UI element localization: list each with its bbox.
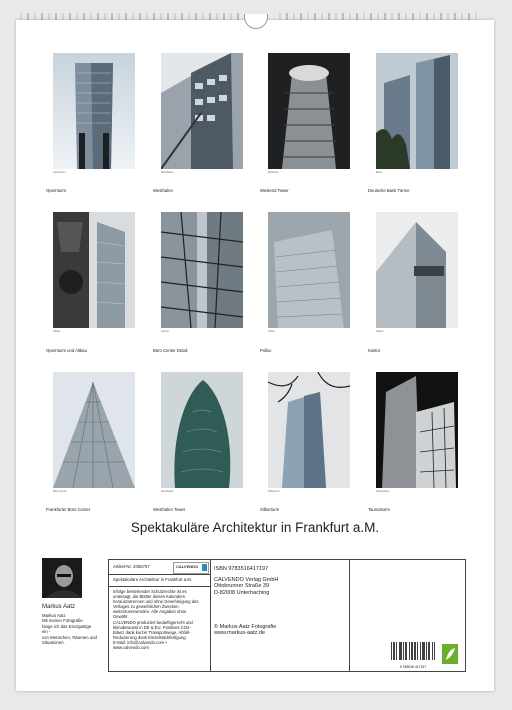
- isbn: ISBN 9783516417197: [214, 566, 269, 572]
- publisher-line: D-82008 Unterhaching: [214, 589, 270, 596]
- calvendo-logo: [173, 562, 209, 574]
- calendar-title: Spektakuläre Architektur in Frankfurt a.M.: [130, 520, 380, 535]
- barcode-bar: [391, 642, 392, 660]
- photo-caption: Opernturm und Altbau: [46, 348, 87, 353]
- photo-caption: Pollux: [260, 348, 272, 353]
- photo-thumbnail[interactable]: [53, 53, 135, 169]
- photo-credit: Büro Center: [53, 490, 67, 493]
- barcode-digits: 9 783516 417197: [399, 665, 427, 669]
- legal-line: klimabewusst in DE & EU. Positives CO2-: [113, 624, 191, 630]
- barcode-bar: [417, 642, 418, 660]
- photo-thumbnail[interactable]: [268, 53, 350, 169]
- photo-thumbnail[interactable]: [268, 212, 350, 328]
- photo-caption: Silberturm: [260, 507, 280, 512]
- photo-credit: Bank: [376, 171, 382, 174]
- author-bio-line: Markus Aatz: [42, 613, 66, 618]
- photo-thumbnail[interactable]: [376, 372, 458, 488]
- article-number: Artikel-Nr. 2056757: [113, 564, 150, 569]
- photo-thumbnail[interactable]: [161, 212, 243, 328]
- photo-thumbnail[interactable]: [268, 372, 350, 488]
- legal-line: Verlages zu gewerblichen Zwecken: [113, 604, 179, 610]
- photo-credit: Center: [161, 330, 169, 333]
- barcode-bar: [426, 642, 427, 660]
- photo-credit: Westhafen: [161, 171, 174, 174]
- barcode-bar: [409, 642, 410, 660]
- photo-caption: Westhafen: [153, 188, 173, 193]
- publisher-line: CALVENDO Verlag GmbH: [214, 577, 279, 583]
- author-bio-line: fange ich das Einzigartige: [42, 623, 92, 629]
- photo-credit: Opernturm: [53, 171, 66, 174]
- legal-line: E-Mail: info@calvendo.com •: [113, 639, 167, 645]
- copyright: [214, 624, 276, 637]
- barcode-bar: [411, 642, 412, 660]
- author-bio-line: von Menschen, Räumen und: [42, 634, 97, 640]
- legal-line: Gewähr.: [113, 614, 129, 620]
- barcode-bar: [424, 642, 425, 660]
- author-bio-line: Situationen.: [42, 640, 65, 646]
- legal-notice: [113, 589, 208, 650]
- photo-thumbnail[interactable]: [53, 212, 135, 328]
- barcode-bar: [422, 642, 423, 660]
- author-name: Markus Aatz: [42, 604, 76, 610]
- photo-credit: Taunusturm: [376, 490, 390, 493]
- article-title: Spektakuläre Architektur in Frankfurt a.M.: [113, 577, 193, 582]
- barcode-bar: [394, 642, 395, 660]
- publisher-line: Ottobrunner Straße 39: [214, 583, 270, 590]
- photo-caption: Deutsche Bank Türme: [368, 188, 410, 193]
- copyright-line: © Markus Aatz Fotografie: [214, 624, 277, 630]
- legal-line: weiterzuverwenden. Alle Angaben ohne: [113, 609, 187, 615]
- barcode-bar: [401, 642, 402, 660]
- legal-line: Bilanz dank kurzer Transportwege, Abfall-: [113, 629, 191, 635]
- author-bio: [42, 613, 102, 645]
- barcode-bar: [406, 642, 407, 660]
- barcode-bar: [396, 642, 397, 660]
- photo-caption: Taunusturm: [368, 507, 390, 512]
- author-photo: [42, 558, 82, 598]
- barcode-bar: [412, 642, 413, 660]
- barcode-bar: [423, 642, 424, 660]
- photo-thumbnail[interactable]: [161, 372, 243, 488]
- barcode-bar: [400, 642, 401, 660]
- photo-credit: Westend: [268, 171, 279, 174]
- barcode-bar: [429, 642, 430, 660]
- copyright-line: www.markus-aatz.de: [214, 630, 266, 637]
- barcode-bar: [432, 642, 433, 660]
- photo-caption: Opernturm: [46, 188, 67, 193]
- photo-credit: Kastor: [376, 330, 384, 333]
- photo-thumbnail[interactable]: [376, 212, 458, 328]
- publisher-info-box: [108, 559, 466, 672]
- photo-credit: Westhafen: [161, 490, 174, 493]
- barcode-bar: [393, 642, 394, 660]
- barcode: [391, 642, 435, 669]
- author-bio-line: ein -: [42, 629, 51, 635]
- barcode-bar: [405, 642, 406, 660]
- photo-credit: Silberturm: [268, 490, 280, 493]
- legal-line: Reduzierung dank Einzelstückfertigung.: [113, 634, 187, 640]
- legal-line: herauszutrennen und ohne Genehmigung des: [113, 599, 199, 605]
- photo-thumbnail[interactable]: [376, 53, 458, 169]
- photo-caption: Kastor: [368, 348, 381, 353]
- legal-line: untersagt, die Blätter dieses Kalenders: [113, 594, 185, 600]
- photo-thumbnail[interactable]: [161, 53, 243, 169]
- barcode-bar: [415, 642, 416, 660]
- photo-caption: Frankfurter Büro Center: [46, 507, 91, 512]
- barcode-bar: [420, 642, 421, 660]
- legal-line: CALVENDO produziert bedarfsgerecht und: [113, 619, 193, 625]
- photo-credit: Altbau: [53, 330, 61, 333]
- author-bio-line: Mit meiner Fotografie: [42, 618, 83, 624]
- legal-line: www.calvendo.com: [113, 645, 149, 651]
- barcode-bar: [403, 642, 404, 660]
- eco-badge-icon: [442, 644, 458, 664]
- barcode-bar: [414, 642, 415, 660]
- photo-credit: Pollux: [268, 330, 276, 333]
- publisher-address: [214, 577, 278, 596]
- legal-line: Infolge bestehender Schutzrechte ist es: [113, 589, 187, 594]
- photo-caption: Westhafen Tower: [153, 507, 186, 512]
- barcode-bar: [434, 642, 435, 660]
- photo-caption: Büro Center Detail: [153, 348, 188, 353]
- photo-thumbnail[interactable]: [53, 372, 135, 488]
- photo-caption: Westend Tower: [260, 188, 289, 193]
- calvendo-logo-text: CALVENDO: [176, 564, 199, 569]
- barcode-bar: [399, 642, 400, 660]
- barcode-bar: [428, 642, 429, 660]
